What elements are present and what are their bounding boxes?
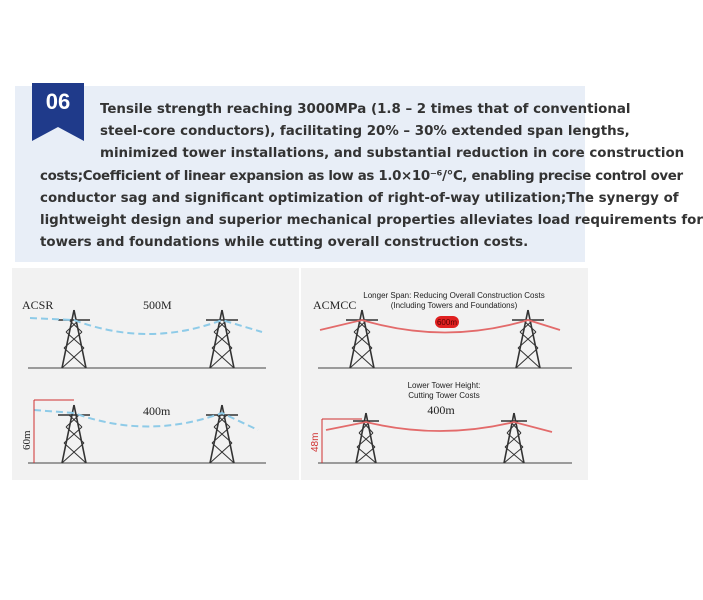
acsr-height-label: 60m <box>21 430 33 450</box>
acsr-top-span: 500M <box>143 298 172 312</box>
paragraph-line: lightweight design and superior mechanical properties alleviates load requirements for <box>40 213 703 229</box>
tower-icon <box>512 310 544 368</box>
acmcc-height-label: 48m <box>310 432 321 452</box>
paragraph-line: minimized tower installations, and substantial reduction in core construction <box>100 146 685 162</box>
acmcc-label: ACMCC <box>313 298 357 312</box>
paragraph-line: steel-core conductors), facilitating 20% – 30% extended span lengths, <box>100 124 630 140</box>
tower-icon <box>58 405 90 463</box>
section-number: 06 <box>45 89 71 114</box>
acmcc-diagram <box>310 291 572 463</box>
bottom-caption: Cutting Tower Costs <box>408 391 480 400</box>
acsr-label: ACSR <box>22 298 54 312</box>
acsr-diagram <box>21 298 266 463</box>
tower-icon <box>353 413 379 463</box>
tower-icon <box>58 310 90 368</box>
top-caption: Longer Span: Reducing Overall Construction Costs <box>363 291 545 300</box>
paragraph-line: towers and foundations while cutting overall construction costs. <box>40 235 529 251</box>
paragraph-line: costs;Coefficient of linear expansion as low as 1.0×10⁻⁶/°C, enabling precise control over <box>40 168 683 184</box>
acmcc-top-span: 600m <box>436 318 458 327</box>
acmcc-bottom-span: 400m <box>427 403 455 417</box>
bottom-caption: Lower Tower Height: <box>407 381 481 390</box>
paragraph-line: Tensile strength reaching 3000MPa (1.8 – 2 times that of conventional <box>100 102 631 117</box>
paragraph-line: conductor sag and significant optimization of right-of-way utilization;The synergy of <box>40 190 679 206</box>
acsr-bottom-span: 400m <box>143 404 171 418</box>
tower-icon <box>206 310 238 368</box>
tower-icon <box>346 310 378 368</box>
tower-icon <box>501 413 527 463</box>
top-caption: (Including Towers and Foundations) <box>390 301 518 310</box>
